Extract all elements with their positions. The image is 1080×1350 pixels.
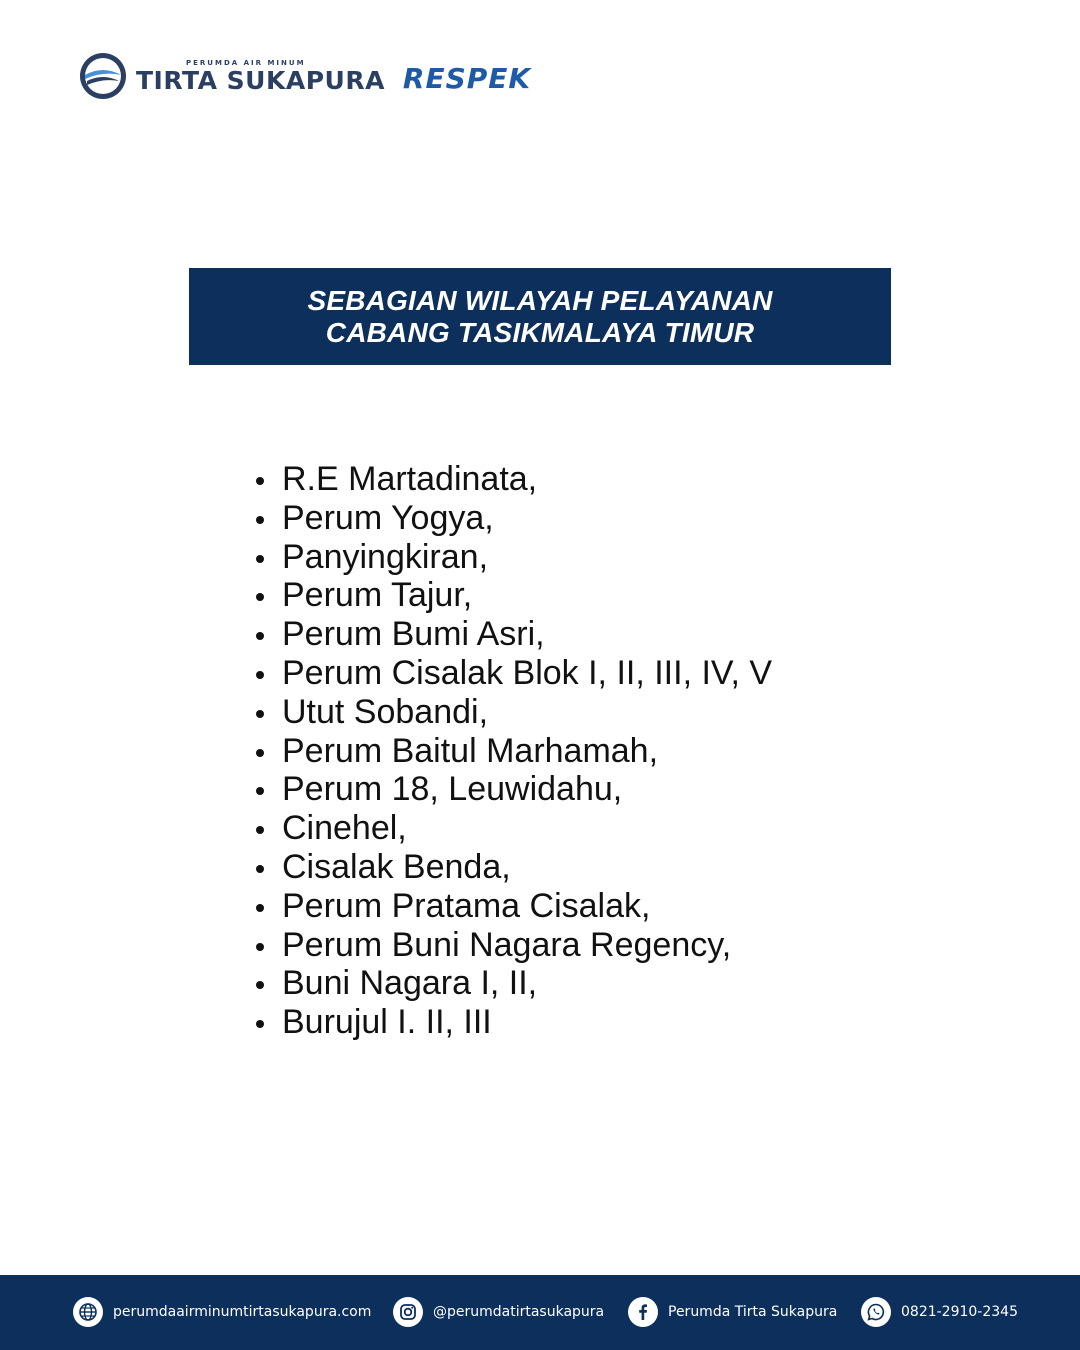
brand-word-1: TIRTA [136,66,218,95]
globe-icon [73,1297,103,1327]
respek-logo: RESPEK [402,61,532,95]
title-banner [189,268,891,365]
footer-website[interactable] [73,1295,371,1329]
list-item: Cisalak Benda, [254,848,772,887]
list-item: Perum Cisalak Blok I, II, III, IV, V [254,654,772,693]
whatsapp-icon [861,1297,891,1327]
list-item: Utut Sobandi, [254,693,772,732]
list-item: Perum Baitul Marhamah, [254,732,772,771]
title-line-1: SEBAGIAN WILAYAH PELAYANAN [307,284,773,316]
whatsapp-text: 0821-2910-2345 [901,1304,1018,1320]
list-item: R.E Martadinata, [254,460,772,499]
brand-name [136,68,385,93]
header-logos [78,48,531,104]
website-text: perumdaairminumtirtasukapura.com [113,1304,372,1320]
brand-word-2: SUKAPURA [226,66,385,95]
list-item: Panyingkiran, [254,538,772,577]
instagram-icon [393,1297,423,1327]
list-item: Perum Yogya, [254,499,772,538]
footer-bar [0,1275,1080,1350]
facebook-icon [628,1297,658,1327]
footer-facebook[interactable] [628,1295,837,1329]
footer-instagram[interactable] [393,1295,604,1329]
list-item: Burujul I. II, III [254,1003,772,1042]
list-item: Perum Tajur, [254,576,772,615]
title-line-2: CABANG TASIKMALAYA TIMUR [325,316,755,348]
list-item: Perum Pratama Cisalak, [254,887,772,926]
brand-small-text: PERUMDA AIR MINUM [186,59,306,67]
list-item: Buni Nagara I, II, [254,964,772,1003]
facebook-text: Perumda Tirta Sukapura [668,1304,838,1320]
list-item: Cinehel, [254,809,772,848]
list-item: Perum 18, Leuwidahu, [254,770,772,809]
instagram-text: @perumdatirtasukapura [433,1304,605,1320]
list-item: Perum Buni Nagara Regency, [254,926,772,965]
service-area-list [254,460,772,1042]
footer-whatsapp[interactable] [861,1295,1018,1329]
tirta-sukapura-logo [78,51,385,101]
water-drop-emblem-icon [78,51,128,101]
list-item: Perum Bumi Asri, [254,615,772,654]
